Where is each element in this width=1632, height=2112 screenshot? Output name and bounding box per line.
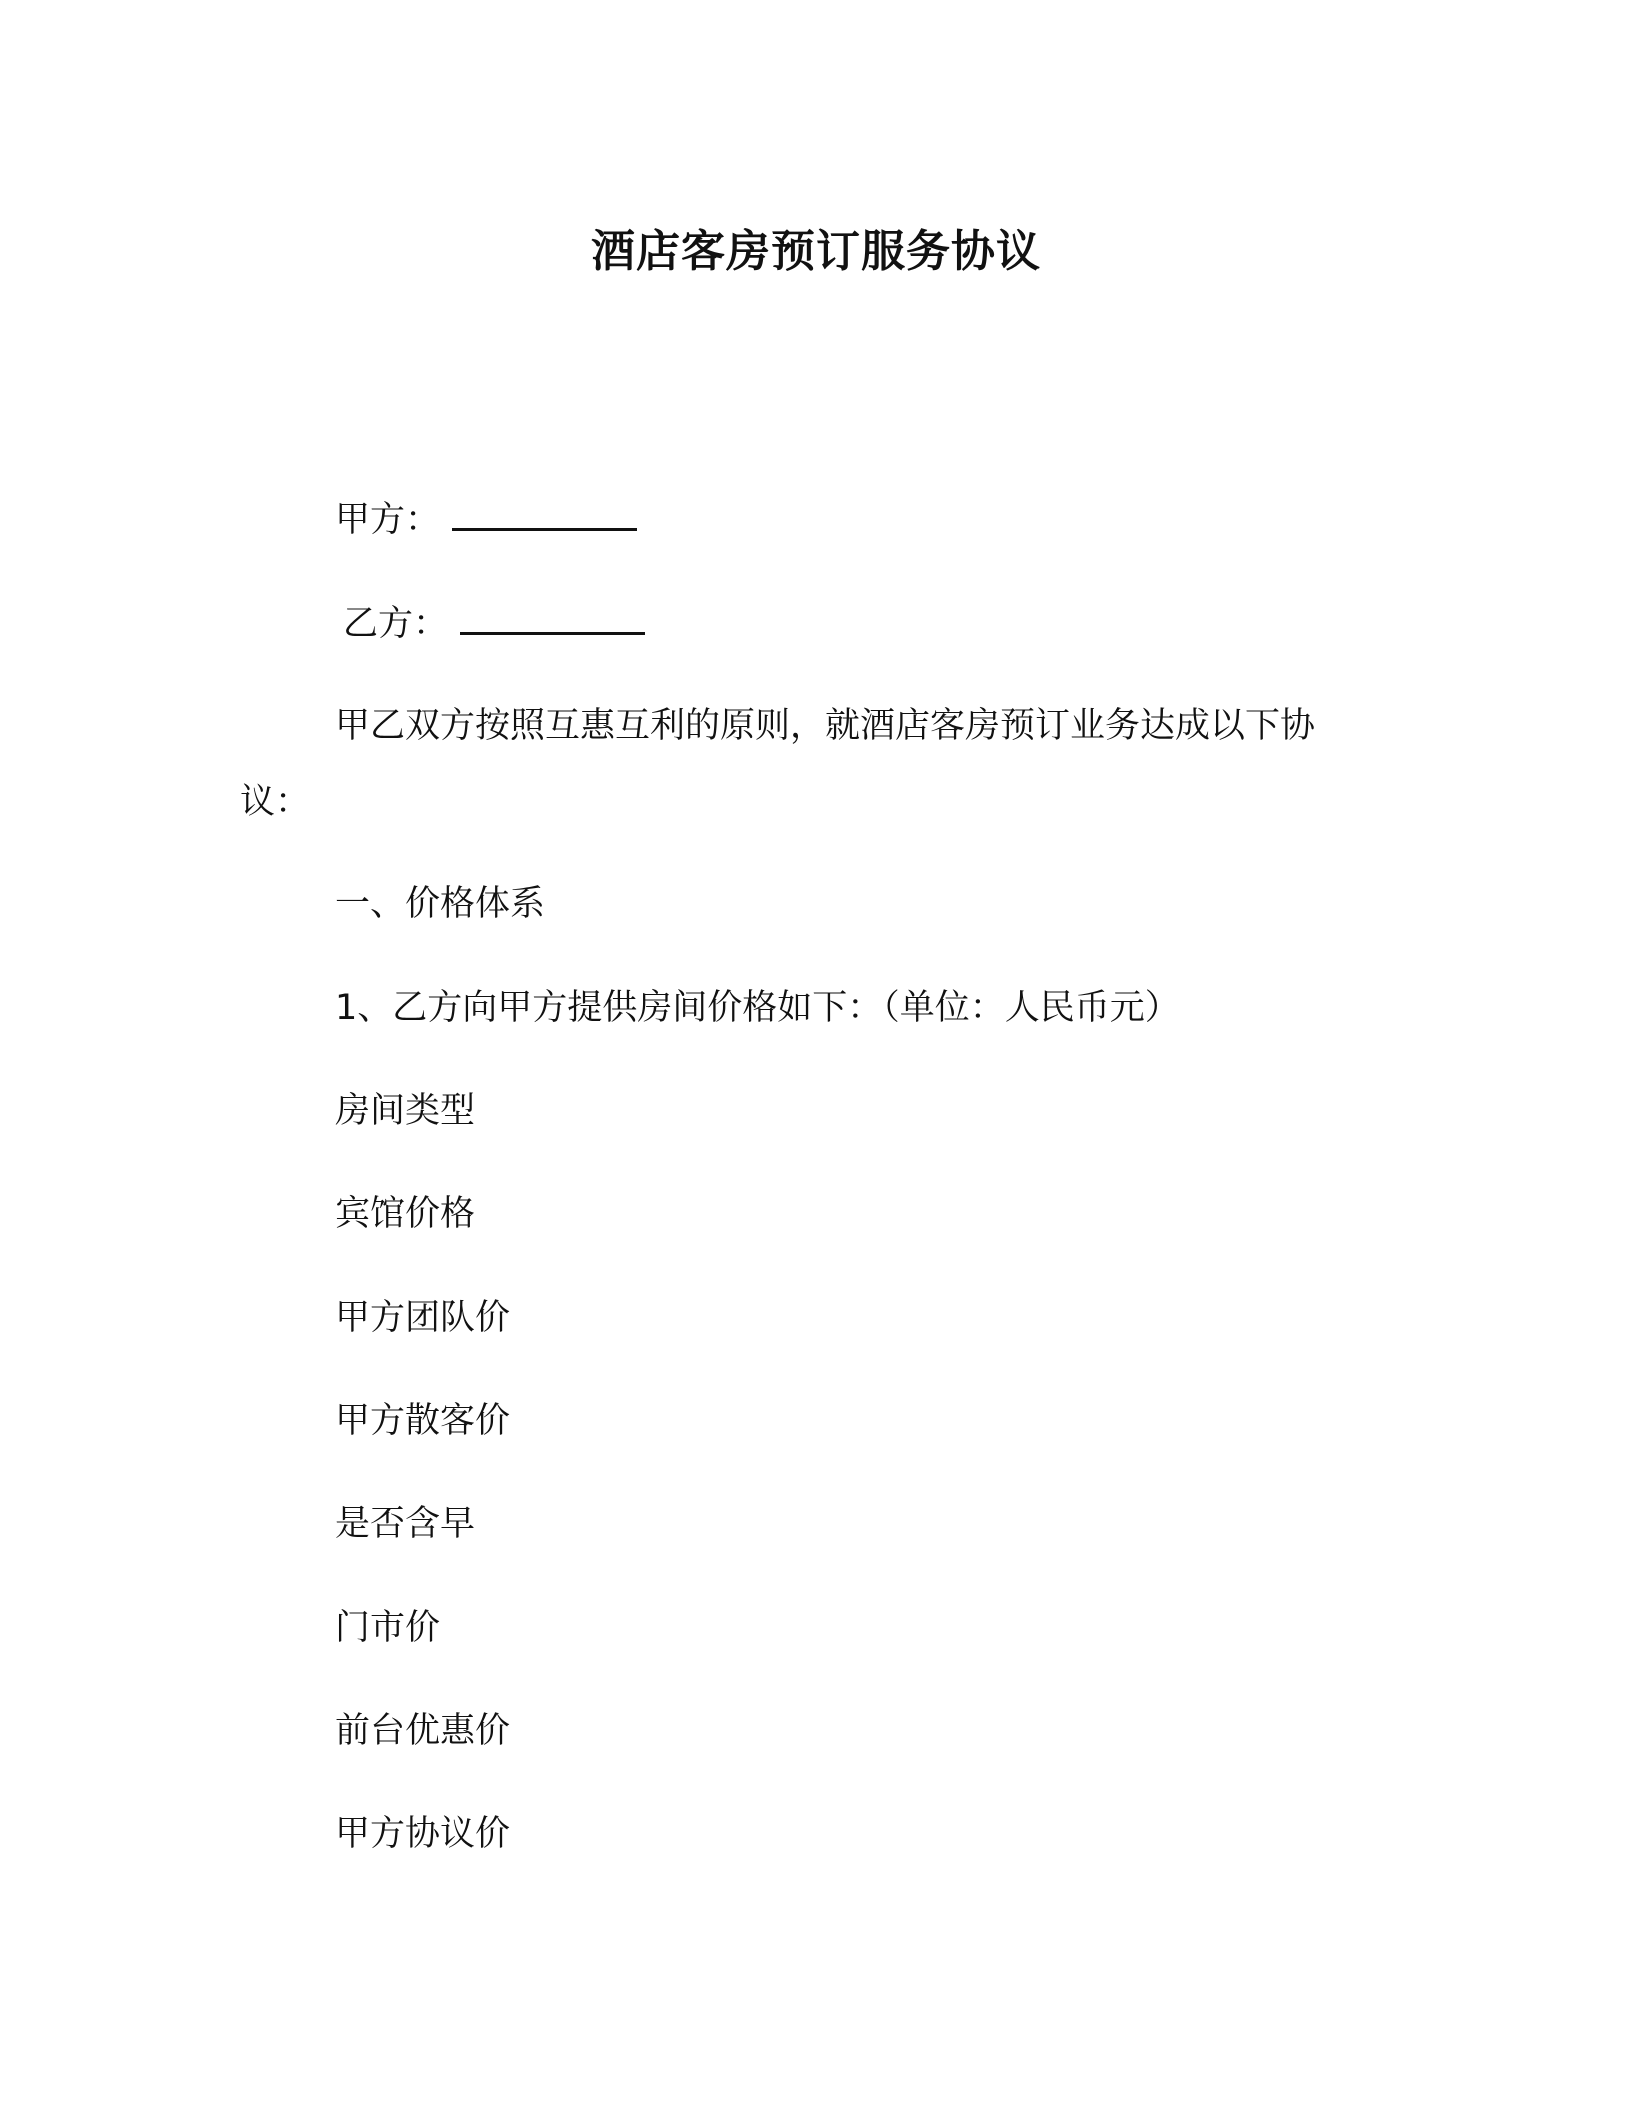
price-field-party-a-group-price: 甲方团队价 bbox=[335, 1298, 511, 1338]
party-a-line bbox=[335, 496, 637, 544]
party-b-line bbox=[343, 600, 645, 648]
price-field-breakfast-included: 是否含早 bbox=[335, 1504, 476, 1544]
intro-paragraph-line-1: 甲乙双方按照互惠互利的原则，就酒店客房预订业务达成以下协 bbox=[335, 706, 1316, 746]
party-a-blank bbox=[452, 502, 637, 531]
price-field-rack-rate: 门市价 bbox=[335, 1608, 441, 1648]
party-b-label: 乙方： bbox=[343, 604, 449, 644]
price-field-party-a-individual-price: 甲方散客价 bbox=[335, 1401, 511, 1441]
party-a-label: 甲方： bbox=[335, 500, 441, 540]
intro-paragraph-line-2: 议： bbox=[240, 782, 311, 822]
party-b-blank bbox=[460, 606, 645, 635]
price-field-party-a-agreement-price: 甲方协议价 bbox=[335, 1814, 511, 1854]
clause-1: 1、乙方向甲方提供房间价格如下：（单位：人民币元） bbox=[335, 988, 1180, 1028]
price-field-hotel-price: 宾馆价格 bbox=[335, 1194, 476, 1234]
price-field-room-type: 房间类型 bbox=[335, 1091, 476, 1131]
document-title: 酒店客房预订服务协议 bbox=[591, 226, 1041, 277]
section-heading-pricing: 一、价格体系 bbox=[335, 884, 546, 924]
price-field-front-desk-discount: 前台优惠价 bbox=[335, 1711, 511, 1751]
